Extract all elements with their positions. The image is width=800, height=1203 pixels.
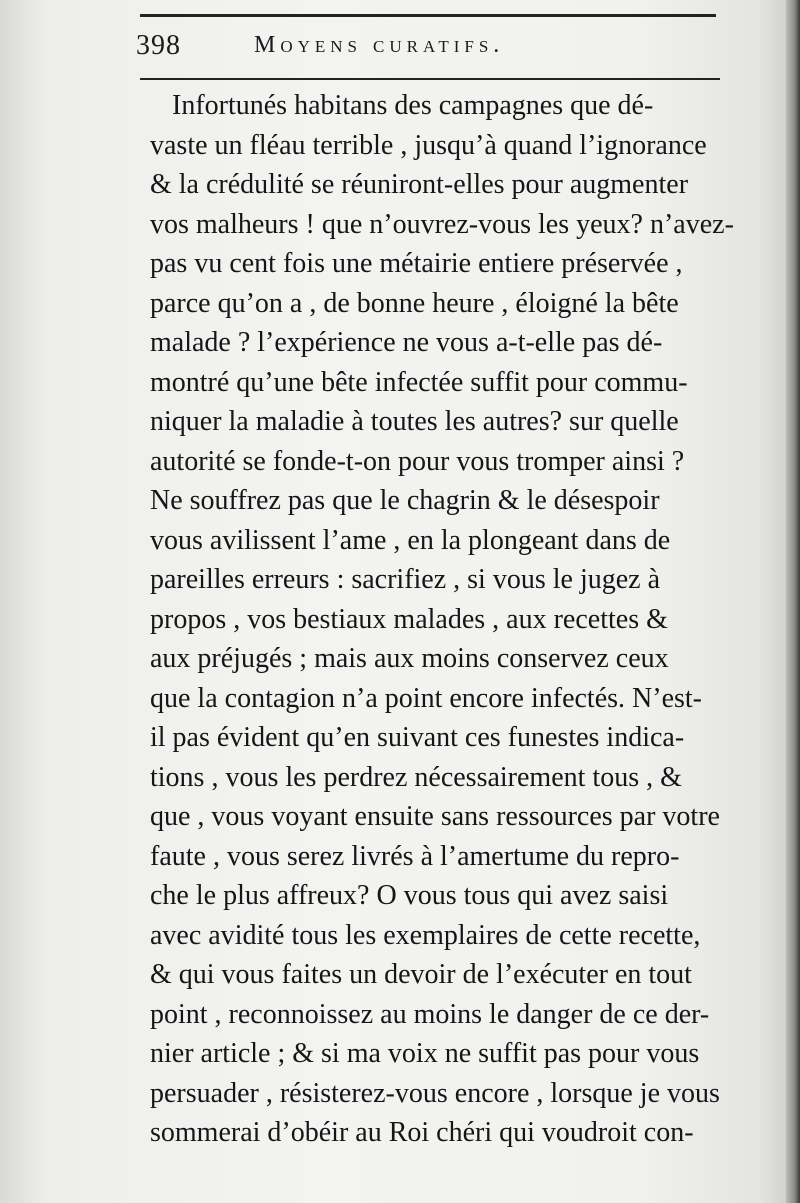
text-line: pas vu cent fois une métairie entiere préservée , [150, 248, 683, 279]
text-line: vous avilissent l’ame , en la plongeant dans de [150, 524, 671, 556]
text-line: autorité se fonde-t-on pour vous tromper ainsi ? [150, 445, 685, 477]
text-line: point , reconnoissez au moins le danger de ce der- [150, 998, 710, 1030]
header-rule [140, 78, 720, 80]
page-number: 398 [136, 30, 181, 61]
text-line: vaste un fléau terrible , jusqu’à quand l’ignorance [150, 129, 707, 161]
text-line: avec avidité tous les exemplaires de cette recette, [150, 919, 701, 951]
body-text [150, 86, 750, 1153]
running-title: Moyens curatifs. [254, 32, 505, 58]
text-line: montré qu’une bête infectée suffit pour commu- [150, 366, 688, 398]
text-line: que la contagion n’a point encore infectés. N’est- [150, 682, 703, 714]
text-line: & qui vous faites un devoir de l’exécuter en tout [150, 959, 692, 990]
text-line: aux préjugés ; mais aux moins conservez ceux [150, 643, 669, 674]
text-line: malade ? l’expérience ne vous a-t-elle pas dé- [150, 327, 663, 358]
text-line: Ne souffrez pas que le chagrin & le désespoir [150, 485, 660, 516]
text-line: parce qu’on a , de bonne heure , éloigné la bête [150, 287, 679, 319]
text-line: nier article ; & si ma voix ne suffit pas pour vous [150, 1038, 700, 1069]
text-line: propos , vos bestiaux malades , aux recettes & [150, 603, 668, 635]
text-line: che le plus affreux? O vous tous qui avez saisi [150, 880, 669, 911]
text-line: persuader , résisterez-vous encore , lorsque je vous [150, 1077, 720, 1109]
text-line: tions , vous les perdrez nécessairement tous , & [150, 761, 682, 793]
text-line: que , vous voyant ensuite sans ressources par votre [150, 801, 720, 832]
text-line: Infortunés habitans des campagnes que dé- [172, 90, 654, 121]
text-line: pareilles erreurs : sacrifiez , si vous le jugez à [150, 564, 661, 595]
text-line: faute , vous serez livrés à l’amertume du repro- [150, 840, 680, 872]
text-line: & la crédulité se réuniront-elles pour augmenter [150, 169, 689, 200]
text-line: niquer la maladie à toutes les autres? sur quelle [150, 406, 679, 437]
page-header [136, 30, 736, 70]
page-edge-shadow [786, 0, 800, 1203]
text-line: il pas évident qu’en suivant ces funestes indica- [150, 722, 685, 753]
text-line: vos malheurs ! que n’ouvrez-vous les yeux? n’avez- [150, 208, 734, 240]
text-line: sommerai d’obéir au Roi chéri qui voudroit con- [150, 1117, 694, 1148]
top-rule [140, 14, 716, 17]
